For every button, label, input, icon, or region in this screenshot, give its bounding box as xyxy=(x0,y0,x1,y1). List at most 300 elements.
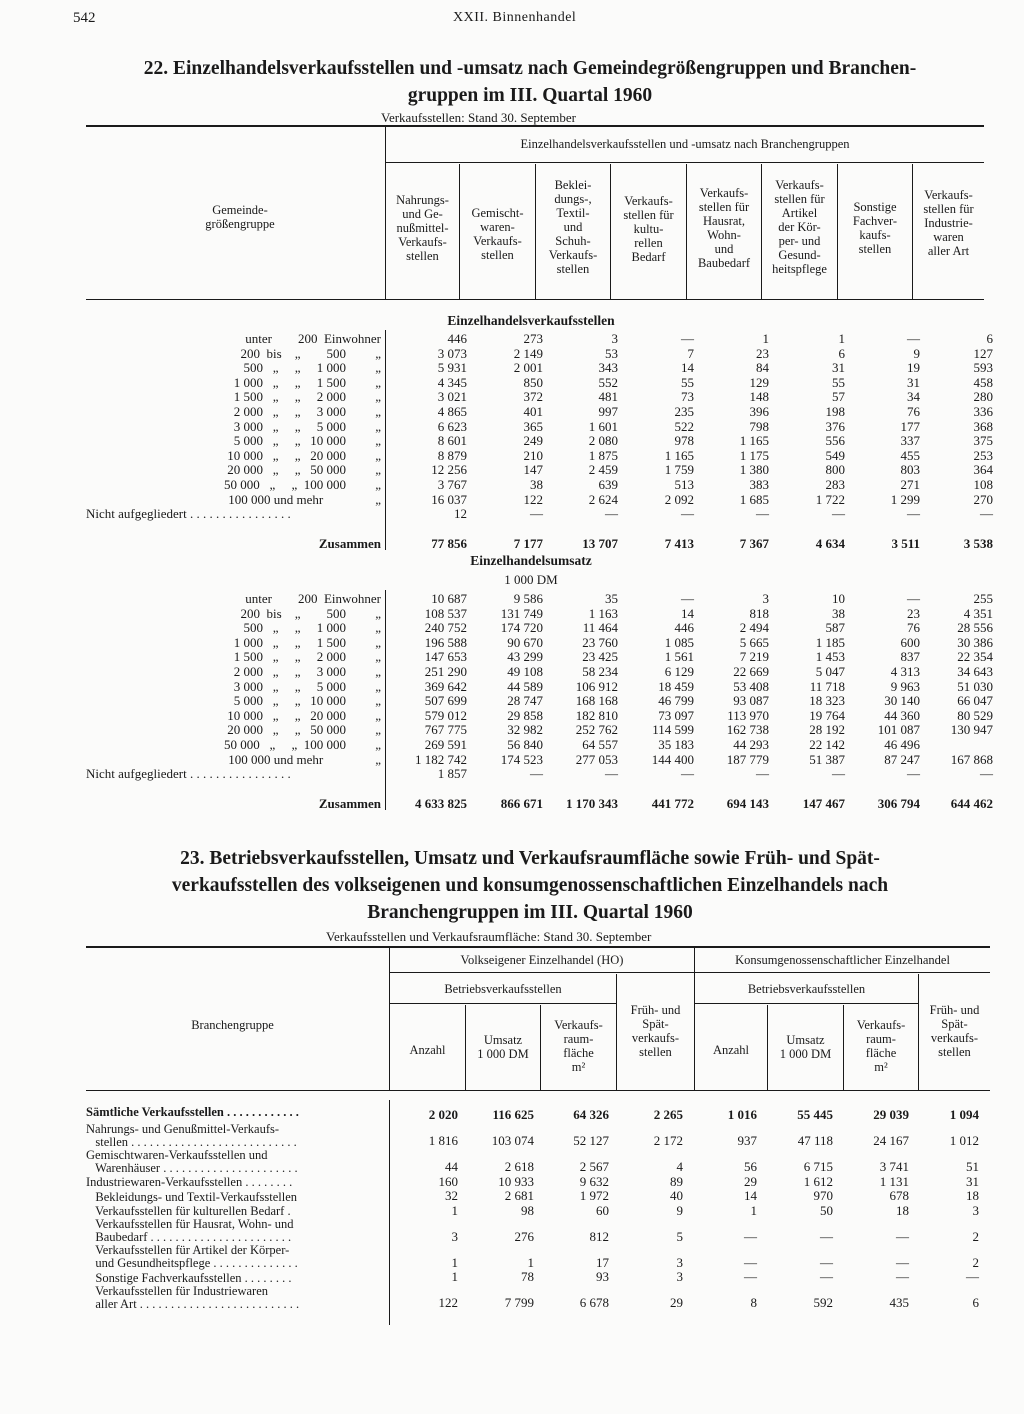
data-cell: 5 931 xyxy=(437,360,467,376)
table23-subgroup-ho: Betriebsverkaufsstellen xyxy=(444,982,562,996)
data-cell: 1 094 xyxy=(949,1107,979,1122)
data-cell: 22 142 xyxy=(809,736,845,752)
table22-title-line2: gruppen im III. Quartal 1960 xyxy=(407,85,653,106)
data-cell: 7 xyxy=(687,345,694,361)
data-cell: 148 xyxy=(749,389,769,405)
data-cell: 38 xyxy=(530,476,543,492)
table22-col-header: Verkaufs- stellen für Artikel der Kör- per- und Gesund- heitspflege xyxy=(772,178,827,276)
data-cell: 639 xyxy=(598,476,618,492)
data-cell: 283 xyxy=(825,476,845,492)
data-cell: 182 810 xyxy=(575,707,618,723)
table22-note: Verkaufsstellen: Stand 30. September xyxy=(381,110,576,125)
table-row xyxy=(86,420,993,435)
data-cell: 12 xyxy=(454,506,467,522)
data-cell: 76 xyxy=(907,620,920,636)
data-cell: 49 108 xyxy=(507,663,543,679)
data-cell: 235 xyxy=(674,403,694,419)
table-row xyxy=(86,463,993,478)
table22-col-header: Verkaufs- stellen für Industrie- waren aller Art xyxy=(923,188,974,258)
table22-section2-grid xyxy=(86,592,993,812)
table-row xyxy=(86,738,993,753)
data-cell: 44 589 xyxy=(507,678,543,694)
data-cell: 18 323 xyxy=(809,693,845,709)
table23-stub-header: Branchengruppe xyxy=(191,1018,274,1032)
data-cell: — xyxy=(907,591,920,606)
table-row xyxy=(86,694,993,709)
data-cell: 14 xyxy=(744,1188,757,1204)
data-cell: 32 xyxy=(445,1188,458,1204)
table22-col-header: Gemischt- waren- Verkaufs- stellen xyxy=(471,206,524,262)
table-row xyxy=(86,1175,979,1190)
data-cell: 812 xyxy=(589,1228,609,1244)
data-cell: — xyxy=(820,1228,833,1244)
data-cell: 2 092 xyxy=(664,491,694,507)
data-cell: 270 xyxy=(973,491,993,507)
data-cell: 592 xyxy=(813,1295,833,1311)
data-cell: 174 523 xyxy=(500,751,543,767)
data-cell: 552 xyxy=(598,374,618,390)
data-cell: 187 779 xyxy=(726,751,769,767)
data-cell: 9 xyxy=(676,1202,683,1218)
data-cell: 587 xyxy=(825,620,845,636)
table22-header-rule xyxy=(86,299,984,300)
data-cell: 1 612 xyxy=(803,1173,833,1189)
data-cell: 16 037 xyxy=(431,491,467,507)
data-cell: 800 xyxy=(825,462,845,478)
data-cell: — xyxy=(980,506,993,522)
data-cell: 455 xyxy=(900,447,920,463)
data-cell: 277 053 xyxy=(575,751,618,767)
data-cell: 87 247 xyxy=(884,751,920,767)
data-cell: 144 400 xyxy=(651,751,694,767)
data-cell: 1 xyxy=(762,331,769,346)
data-cell: 51 030 xyxy=(957,678,993,694)
data-cell: — xyxy=(530,506,543,522)
row-label: Nicht aufgegliedert . . . . . . . . . . . . . . . . xyxy=(86,506,291,522)
row-label: 1 000 „ „ 1 500 „ xyxy=(233,374,381,390)
data-cell: 4 345 xyxy=(437,374,467,390)
total-cell: 7 177 xyxy=(513,536,543,552)
data-cell: — xyxy=(980,766,993,782)
row-label: Sonstige Fachverkaufsstellen . . . . . . . . xyxy=(86,1270,292,1285)
data-cell: 4 313 xyxy=(890,663,920,679)
table-row xyxy=(86,1218,979,1244)
table22-stub-header: Gemeinde- größengruppe xyxy=(205,203,275,231)
total-cell: 866 671 xyxy=(500,796,543,812)
row-label: 500 „ „ 1 000 „ xyxy=(243,620,381,636)
table23-body-block xyxy=(86,1104,979,1311)
data-cell: 89 xyxy=(670,1173,683,1189)
data-cell: 58 234 xyxy=(582,663,618,679)
data-cell: 273 xyxy=(523,331,543,346)
data-cell: 147 xyxy=(523,462,543,478)
data-cell: 60 xyxy=(596,1202,609,1218)
data-cell: — xyxy=(756,506,769,522)
data-cell: — xyxy=(605,766,618,782)
table-row xyxy=(86,493,993,508)
data-cell: — xyxy=(681,766,694,782)
row-label: Bekleidungs- und Textil-Verkaufsstellen xyxy=(86,1189,298,1204)
data-cell: 579 012 xyxy=(424,707,467,723)
data-cell: 997 xyxy=(598,403,618,419)
table22-top-rule xyxy=(86,125,984,127)
data-cell: 30 386 xyxy=(957,634,993,650)
data-cell: 1 131 xyxy=(879,1173,909,1189)
data-cell: 22 354 xyxy=(957,649,993,665)
data-cell: 1 xyxy=(451,1202,458,1218)
data-cell: — xyxy=(907,766,920,782)
data-cell: 35 xyxy=(605,591,618,606)
data-cell: 3 xyxy=(676,1254,683,1270)
table23-col-header: Verkaufs- raum- fläche m² xyxy=(856,1018,906,1074)
data-cell: 446 xyxy=(447,331,467,346)
data-cell: — xyxy=(966,1269,979,1285)
data-cell: 31 xyxy=(832,360,845,376)
data-cell: 337 xyxy=(900,433,920,449)
data-cell: — xyxy=(681,506,694,522)
table-row xyxy=(86,405,993,420)
data-cell: 51 xyxy=(966,1159,979,1174)
data-cell: 3 xyxy=(762,591,769,606)
data-cell: 1 299 xyxy=(890,491,920,507)
table-row xyxy=(86,665,993,680)
table-row xyxy=(86,449,993,464)
total-row xyxy=(86,522,993,552)
data-cell: 174 720 xyxy=(500,620,543,636)
running-title: XXII. Binnenhandel xyxy=(453,10,577,25)
table22-col-header: Nahrungs- und Ge- nußmittel- Verkaufs- stellen xyxy=(396,193,449,263)
data-cell: 368 xyxy=(973,418,993,434)
table22-title-line1: 22. Einzelhandelsverkaufsstellen und -umsatz nach Gemeindegrößengruppen und Branchen- xyxy=(143,58,917,79)
data-cell: 9 632 xyxy=(579,1173,609,1189)
row-label: 10 000 „ „ 20 000 „ xyxy=(227,707,381,723)
data-cell: 978 xyxy=(674,433,694,449)
data-cell: 196 588 xyxy=(424,634,467,650)
data-cell: 4 xyxy=(676,1159,683,1174)
table-row xyxy=(86,709,993,724)
total-cell: 4 634 xyxy=(815,536,845,552)
data-cell: 10 933 xyxy=(498,1173,534,1189)
data-cell: 11 464 xyxy=(582,620,618,636)
data-cell: 35 183 xyxy=(658,736,694,752)
data-cell: 1 xyxy=(838,331,845,346)
table22-section2-unit: 1 000 DM xyxy=(504,572,558,587)
table-row xyxy=(86,434,993,449)
table-row xyxy=(86,636,993,651)
row-label: Verkaufsstellen für Industriewaren aller Art . . . . . . . . . . . . . . . . . . . . . . . . . . xyxy=(95,1283,300,1311)
data-cell: 2 172 xyxy=(653,1133,683,1148)
data-cell: 73 097 xyxy=(658,707,694,723)
data-cell: 14 xyxy=(681,360,694,376)
table-row xyxy=(86,507,993,522)
data-cell: 507 699 xyxy=(424,693,467,709)
data-cell: 249 xyxy=(523,433,543,449)
table23-header-rule xyxy=(86,1090,990,1091)
table23-group-konsum: Konsumgenossenschaftlicher Einzelhandel xyxy=(735,953,950,967)
data-cell: 1 085 xyxy=(664,634,694,650)
data-cell: — xyxy=(820,1269,833,1285)
data-cell: 101 087 xyxy=(877,722,920,738)
table-row xyxy=(86,1285,979,1311)
data-cell: 6 xyxy=(986,331,993,346)
row-label: 1 000 „ „ 1 500 „ xyxy=(233,634,381,650)
data-cell: 55 xyxy=(681,374,694,390)
data-cell: — xyxy=(820,1254,833,1270)
data-cell: 31 xyxy=(907,374,920,390)
table22-col-header: Verkaufs- stellen für kultu- rellen Bedarf xyxy=(623,194,674,264)
data-cell: 4 865 xyxy=(437,403,467,419)
total-cell: 7 413 xyxy=(664,536,694,552)
row-label: Nahrungs- und Genußmittel-Verkaufs- stellen . . . . . . . . . . . . . . . . . . . . . . . . . . . xyxy=(86,1121,297,1149)
data-cell: 401 xyxy=(523,403,543,419)
table23-title-line1: 23. Betriebsverkaufsstellen, Umsatz und Verkaufsraumfläche sowie Früh- und Spät- xyxy=(180,848,880,869)
row-label: unter 200 Einwohner xyxy=(245,591,381,606)
table23-title-line2: verkaufsstellen des volkseigenen und konsumgenossenschaftlichen Einzelhandels nach xyxy=(171,875,889,896)
table-row xyxy=(86,1204,979,1219)
row-label: 1 500 „ „ 2 000 „ xyxy=(233,649,381,665)
row-label: unter 200 Einwohner xyxy=(245,331,381,346)
data-cell: 376 xyxy=(825,418,845,434)
data-cell: 1 185 xyxy=(815,634,845,650)
data-cell: 34 xyxy=(907,389,920,405)
table22-section1-title: Einzelhandelsverkaufsstellen xyxy=(447,313,615,328)
data-cell: 3 741 xyxy=(879,1159,909,1174)
data-cell: 1 601 xyxy=(588,418,618,434)
table23-col-header: Anzahl xyxy=(712,1043,750,1057)
table22-col-header: Sonstige Fachver- kaufs- stellen xyxy=(852,200,898,256)
data-cell: 44 xyxy=(445,1159,458,1174)
data-cell: 522 xyxy=(674,418,694,434)
data-cell: 160 xyxy=(438,1173,458,1189)
data-cell: 269 591 xyxy=(424,736,467,752)
data-cell: 50 xyxy=(820,1202,833,1218)
data-cell: 8 601 xyxy=(437,433,467,449)
total-cell: 7 367 xyxy=(739,536,769,552)
row-label: 5 000 „ „ 10 000 „ xyxy=(233,693,381,709)
data-cell: 47 118 xyxy=(797,1133,833,1148)
data-cell: 556 xyxy=(825,433,845,449)
total-label: Zusammen xyxy=(318,536,381,552)
table22-spanner-header: Einzelhandelsverkaufsstellen und -umsatz nach Branchengruppen xyxy=(520,137,850,151)
data-cell: 2 618 xyxy=(504,1159,534,1174)
table22-col-header: Verkaufs- stellen für Hausrat, Wohn- und Baubedarf xyxy=(697,186,751,270)
data-cell: 10 xyxy=(832,591,845,606)
data-cell: 113 970 xyxy=(727,707,769,723)
data-cell: 131 749 xyxy=(500,605,543,621)
table23-col-header: Früh- und Spät- verkaufs- stellen xyxy=(929,1003,980,1059)
data-cell: 1 xyxy=(451,1254,458,1270)
data-cell: 19 xyxy=(907,360,920,376)
data-cell: — xyxy=(744,1228,757,1244)
data-cell: 446 xyxy=(674,620,694,636)
data-cell: 2 001 xyxy=(513,360,543,376)
total-cell: 694 143 xyxy=(726,796,769,812)
data-cell: 3 xyxy=(972,1202,979,1218)
table23-col-header: Umsatz 1 000 DM xyxy=(477,1033,529,1061)
data-cell: 240 752 xyxy=(424,620,467,636)
data-cell: 1 453 xyxy=(815,649,845,665)
table22-spanner-rule xyxy=(385,162,984,163)
data-cell: 600 xyxy=(900,634,920,650)
data-cell: 1 857 xyxy=(437,766,467,782)
data-cell: 6 xyxy=(972,1295,979,1311)
total-row xyxy=(86,782,993,812)
data-cell: 76 xyxy=(907,403,920,419)
table23-group-rule xyxy=(389,972,990,973)
data-cell: — xyxy=(756,766,769,782)
data-cell: — xyxy=(832,506,845,522)
data-cell: 343 xyxy=(598,360,618,376)
data-cell: 2 265 xyxy=(653,1107,683,1122)
data-cell: 23 760 xyxy=(582,634,618,650)
data-cell: 108 xyxy=(973,476,993,492)
data-cell: 2 xyxy=(972,1254,979,1270)
data-cell: 375 xyxy=(973,433,993,449)
table-row xyxy=(86,376,993,391)
data-cell: 103 074 xyxy=(491,1133,534,1148)
data-cell: 28 747 xyxy=(507,693,543,709)
data-cell: 56 840 xyxy=(507,736,543,752)
data-cell: 6 623 xyxy=(437,418,467,434)
data-cell: 3 073 xyxy=(437,345,467,361)
data-cell: 803 xyxy=(900,462,920,478)
data-cell: 7 799 xyxy=(504,1295,534,1311)
table23-title-line3: Branchengruppen im III. Quartal 1960 xyxy=(367,902,693,923)
data-cell: 40 xyxy=(670,1188,683,1204)
data-cell: 23 425 xyxy=(582,649,618,665)
table22-section2-title: Einzelhandelsumsatz xyxy=(470,553,592,568)
data-cell: 130 947 xyxy=(950,722,993,738)
data-cell: 29 xyxy=(670,1295,683,1311)
total-cell: 77 856 xyxy=(431,536,467,552)
data-cell: 93 xyxy=(596,1269,609,1285)
data-cell: 1 380 xyxy=(739,462,769,478)
data-cell: 116 625 xyxy=(492,1107,534,1122)
data-cell: 3 xyxy=(451,1228,458,1244)
table-row xyxy=(86,1270,979,1285)
data-cell: 53 408 xyxy=(733,678,769,694)
data-cell: 177 xyxy=(900,418,920,434)
row-label: 1 500 „ „ 2 000 „ xyxy=(233,389,381,405)
data-cell: 11 718 xyxy=(809,678,845,694)
table-row xyxy=(86,650,993,665)
table-row xyxy=(86,347,993,362)
data-cell: 29 039 xyxy=(873,1107,909,1122)
table23-vrule xyxy=(389,948,390,1090)
data-cell: 2 459 xyxy=(588,462,618,478)
data-cell: — xyxy=(744,1269,757,1285)
data-cell: — xyxy=(681,331,694,346)
data-cell: 108 537 xyxy=(424,605,467,621)
data-cell: 8 xyxy=(750,1295,757,1311)
data-cell: — xyxy=(896,1254,909,1270)
data-cell xyxy=(920,738,993,753)
data-cell: 34 643 xyxy=(957,663,993,679)
data-cell: 78 xyxy=(521,1269,534,1285)
table-row xyxy=(86,1104,979,1123)
row-label: 2 000 „ „ 3 000 „ xyxy=(233,403,381,419)
table23-body-grid xyxy=(86,1104,979,1311)
table23-note: Verkaufsstellen und Verkaufsraumfläche: Stand 30. September xyxy=(326,929,652,944)
data-cell: 837 xyxy=(900,649,920,665)
table-row xyxy=(86,361,993,376)
row-label: Industriewaren-Verkaufsstellen . . . . . . . . xyxy=(86,1175,293,1190)
data-cell: 38 xyxy=(832,605,845,621)
data-cell: 52 127 xyxy=(573,1133,609,1148)
data-cell: 168 168 xyxy=(575,693,618,709)
table23-subgroup-rule xyxy=(389,1003,616,1004)
data-cell: 970 xyxy=(813,1188,833,1204)
table-row xyxy=(86,753,993,768)
row-label: Gemischtwaren-Verkaufsstellen und Warenhäuser . . . . . . . . . . . . . . . . . . . . . . xyxy=(86,1147,298,1175)
data-cell: 1 165 xyxy=(739,433,769,449)
data-cell: 122 xyxy=(523,491,543,507)
data-cell: 1 xyxy=(750,1202,757,1218)
table-row xyxy=(86,1123,979,1149)
data-cell: 147 653 xyxy=(424,649,467,665)
data-cell: 1 759 xyxy=(664,462,694,478)
table23-subgroup-konsum: Betriebsverkaufsstellen xyxy=(747,982,866,996)
data-cell: 56 xyxy=(744,1159,757,1174)
data-cell: 210 xyxy=(523,447,543,463)
data-cell: 1 012 xyxy=(949,1133,979,1148)
row-label: 50 000 „ „ 100 000 „ xyxy=(223,476,381,492)
table23-top-rule xyxy=(86,946,990,948)
data-cell: 32 982 xyxy=(507,722,543,738)
row-label: Sämtliche Verkaufsstellen . . . . . . . . . . . . xyxy=(86,1104,299,1119)
data-cell: 18 459 xyxy=(658,678,694,694)
data-cell: 549 xyxy=(825,447,845,463)
data-cell: 19 764 xyxy=(809,707,845,723)
table-row xyxy=(86,680,993,695)
data-cell: 336 xyxy=(973,403,993,419)
table-row xyxy=(86,621,993,636)
data-cell: 4 351 xyxy=(963,605,993,621)
data-cell: 369 642 xyxy=(424,678,467,694)
data-cell: 3 767 xyxy=(437,476,467,492)
data-cell: 2 624 xyxy=(588,491,618,507)
table-row xyxy=(86,767,993,782)
data-cell: 8 879 xyxy=(437,447,467,463)
data-cell: 44 293 xyxy=(733,736,769,752)
data-cell: 435 xyxy=(889,1295,909,1311)
data-cell: 5 xyxy=(676,1228,683,1244)
data-cell: 5 047 xyxy=(815,663,845,679)
data-cell: — xyxy=(907,506,920,522)
data-cell: 98 xyxy=(521,1202,534,1218)
row-label: 100 000 und mehr „ xyxy=(228,751,381,767)
total-cell: 13 707 xyxy=(582,536,618,552)
data-cell: 9 586 xyxy=(513,591,543,606)
data-cell: 1 016 xyxy=(727,1107,757,1122)
total-cell: 3 511 xyxy=(891,536,920,552)
data-cell: 90 670 xyxy=(507,634,543,650)
data-cell: 383 xyxy=(749,476,769,492)
data-cell: — xyxy=(896,1269,909,1285)
row-label: 3 000 „ „ 5 000 „ xyxy=(233,678,381,694)
data-cell: 1 182 742 xyxy=(415,751,467,767)
table-row xyxy=(86,478,993,493)
data-cell: 23 xyxy=(756,345,769,361)
table-row xyxy=(86,390,993,405)
data-cell: 55 445 xyxy=(797,1107,833,1122)
data-cell: 3 xyxy=(611,331,618,346)
data-cell: 3 021 xyxy=(437,389,467,405)
data-cell: 114 599 xyxy=(652,722,694,738)
data-cell: 678 xyxy=(889,1188,909,1204)
data-cell: 280 xyxy=(973,389,993,405)
total-label: Zusammen xyxy=(318,796,381,812)
